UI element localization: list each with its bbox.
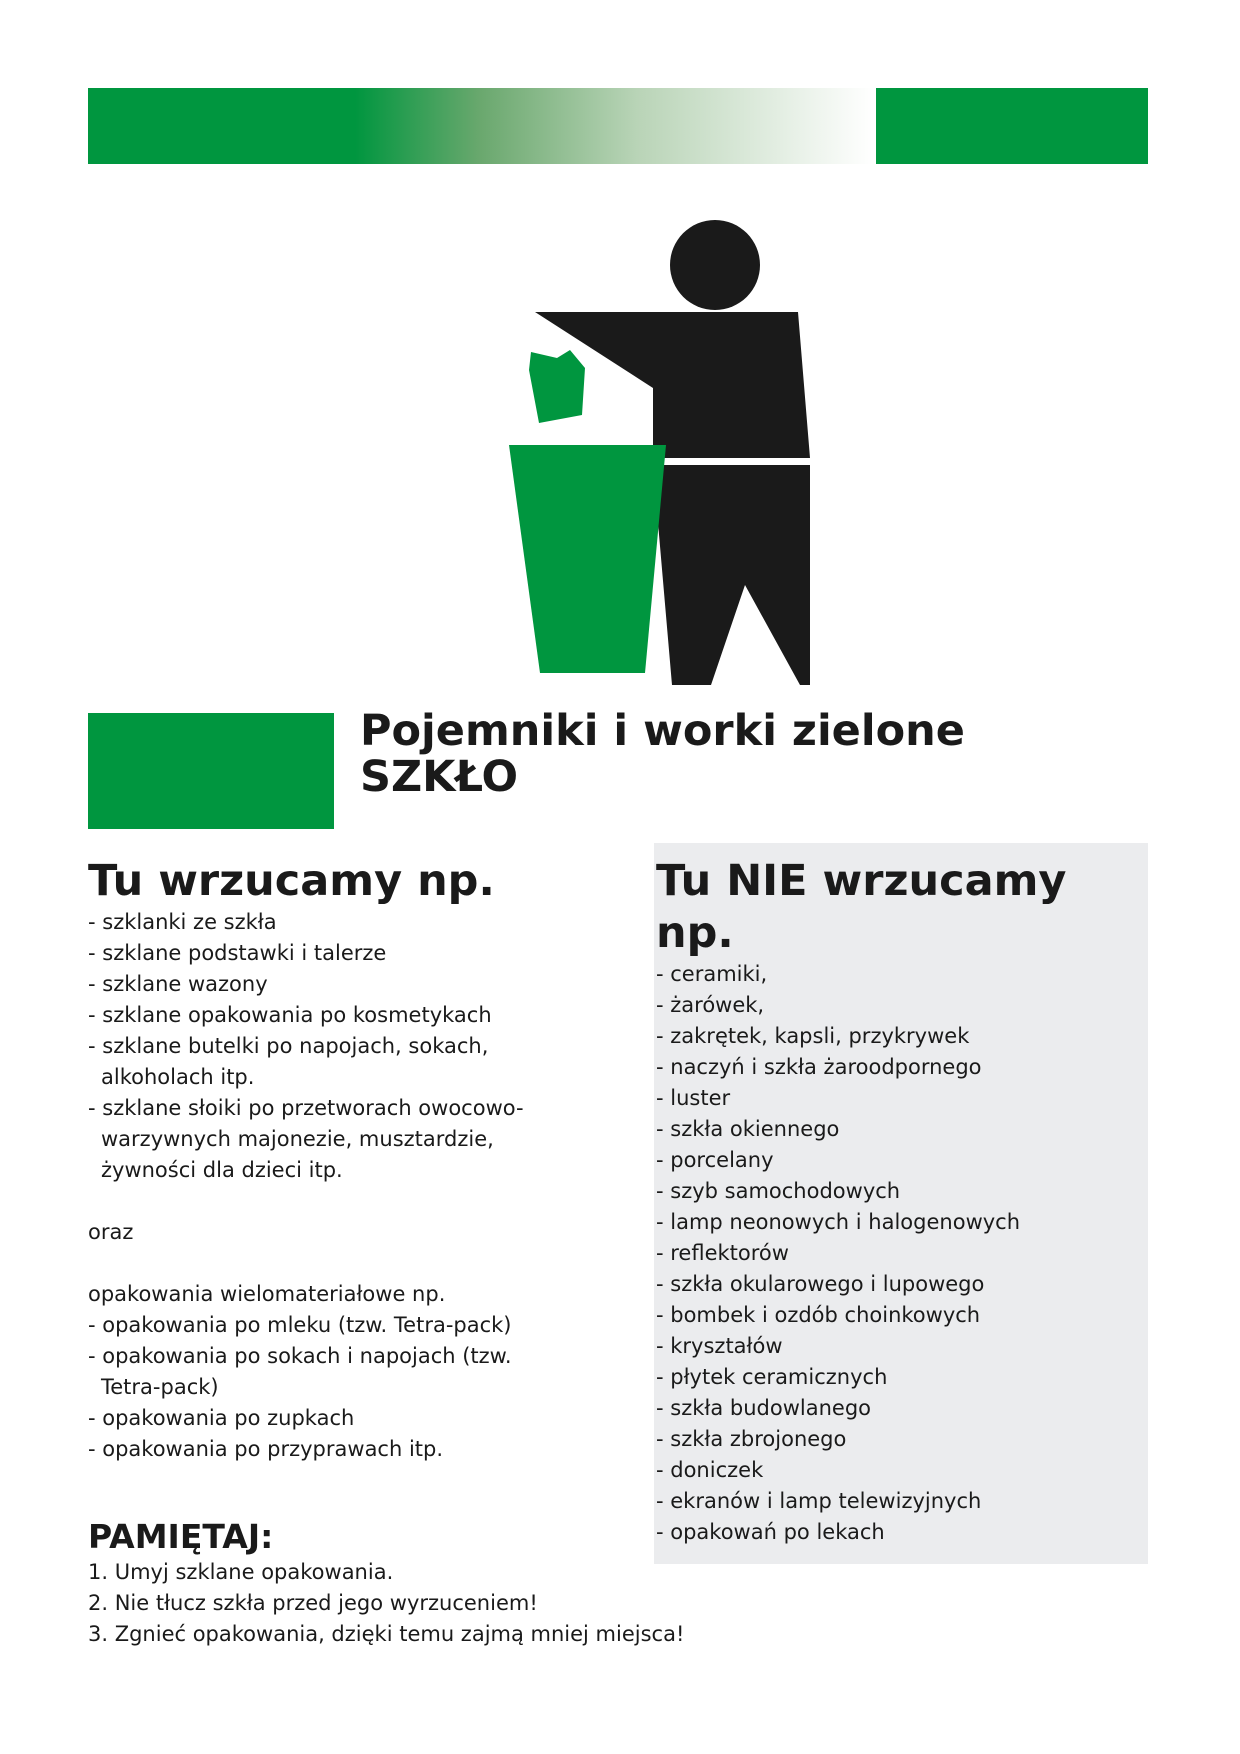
not-allowed-list [656, 959, 1146, 1548]
remember-section [88, 1517, 728, 1650]
list-item: - naczyń i szkła żaroodpornego [656, 1055, 982, 1079]
list-item: - opakowań po lekach [656, 1520, 885, 1544]
multi-material-heading: opakowania wielomateriałowe np. [88, 1282, 446, 1306]
list-item: - opakowania po zupkach [88, 1406, 355, 1430]
list-item: - ceramiki, [656, 962, 768, 986]
list-item: - opakowania po sokach i napojach (tzw. Tetra-pack) [88, 1344, 512, 1399]
list-item: - szklane podstawki i talerze [88, 941, 387, 965]
allowed-heading: Tu wrzucamy np. [88, 856, 495, 906]
remember-heading: PAMIĘTAJ: [88, 1517, 274, 1556]
list-item: - opakowania po mleku (tzw. Tetra-pack) [88, 1313, 512, 1337]
not-allowed-heading: Tu NIE wrzucamy np. [656, 856, 1067, 958]
list-item: - doniczek [656, 1458, 764, 1482]
title-green-block [88, 713, 334, 829]
list-item: - kryształów [656, 1334, 783, 1358]
list-item: - opakowania po przyprawach itp. [88, 1437, 444, 1461]
remember-list [88, 1557, 728, 1650]
list-item: - reflektorów [656, 1241, 789, 1265]
list-item: - luster [656, 1086, 731, 1110]
oraz-text: oraz [88, 1220, 134, 1244]
allowed-section [88, 855, 648, 1465]
list-item: - szklanki ze szkła [88, 910, 277, 934]
list-item: - szkła okularowego i lupowego [656, 1272, 985, 1296]
figure-legs [653, 465, 810, 685]
title-line-2: SZKŁO [360, 752, 519, 802]
list-item: - szklane opakowania po kosmetykach [88, 1003, 492, 1027]
list-item: - szklane wazony [88, 972, 268, 996]
figure-head [670, 220, 760, 310]
list-item: - porcelany [656, 1148, 774, 1172]
list-item: - bombek i ozdób choinkowych [656, 1303, 981, 1327]
list-item: 3. Zgnieć opakowania, dzięki temu zajmą mniej miejsca! [88, 1622, 685, 1646]
allowed-list [88, 907, 648, 1186]
list-item: - płytek ceramicznych [656, 1365, 888, 1389]
page-title [360, 708, 965, 800]
multi-material-list [88, 1310, 648, 1465]
list-item: - szklane słoiki po przetworach owocowo-warzywnych majonezie, musztardzie, żywności dla dzieci itp. [88, 1096, 524, 1182]
header-green-block [876, 88, 1148, 164]
list-item: - szkła okiennego [656, 1117, 840, 1141]
list-item: - ekranów i lamp telewizyjnych [656, 1489, 982, 1513]
list-item: - szklane butelki po napojach, sokach, alkoholach itp. [88, 1034, 489, 1089]
not-allowed-section [656, 855, 1146, 1548]
header-gradient-band [88, 88, 873, 164]
list-item: - żarówek, [656, 993, 765, 1017]
title-line-1: Pojemniki i worki zielone [360, 706, 965, 756]
glass-shard [529, 350, 585, 423]
list-item: 1. Umyj szklane opakowania. [88, 1560, 394, 1584]
tidyman-recycling-icon [495, 210, 835, 690]
list-item: 2. Nie tłucz szkła przed jego wyrzuceniem! [88, 1591, 538, 1615]
list-item: - zakrętek, kapsli, przykrywek [656, 1024, 970, 1048]
list-item: - szyb samochodowych [656, 1179, 901, 1203]
green-bin [509, 445, 666, 673]
list-item: - lamp neonowych i halogenowych [656, 1210, 1021, 1234]
list-item: - szkła budowlanego [656, 1396, 871, 1420]
list-item: - szkła zbrojonego [656, 1427, 847, 1451]
